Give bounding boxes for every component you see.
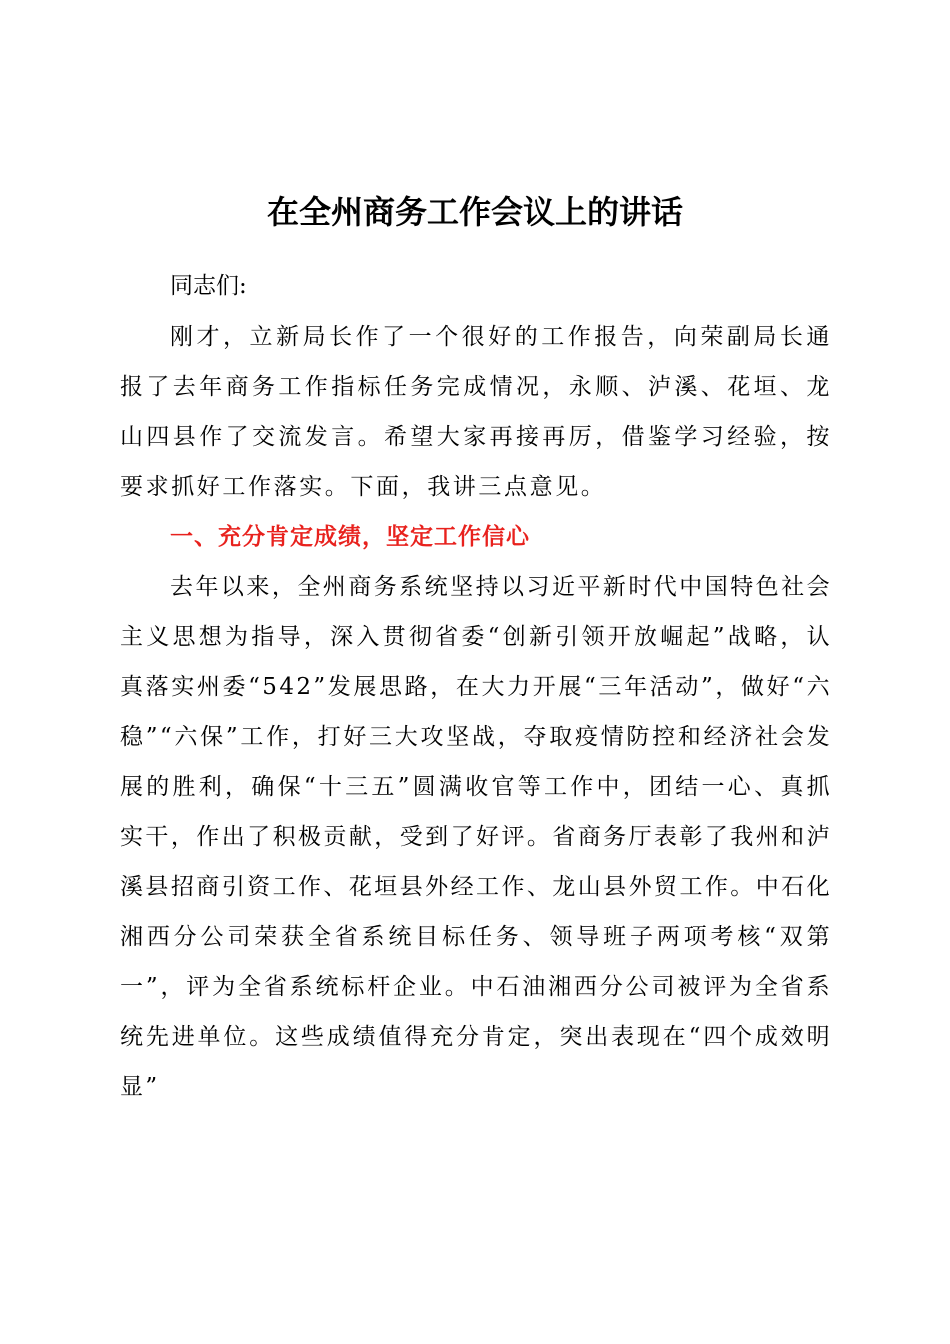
section-heading-1: 一、充分肯定成绩，坚定工作信心 [170,524,530,550]
salutation: 同志们: [170,273,247,299]
document-title: 在全州商务工作会议上的讲话 [266,193,683,231]
paragraph-achievements: 去年以来，全州商务系统坚持以习近平新时代中国特色社会主义思想为指导，深入贯彻省委“创新引领开放崛起”战略，认真落实州委“542”发展思路，在大力开展“三年活动”，做好“六稳”“六保”工作，打好三大攻坚战，夺取疫情防控和经济社会发展的胜利，确保“十三五”圆满收官等工作中，团结一心、真抓实干，作出了积极贡献，受到了好评。省商务厅表彰了我州和泸溪县招商引资工作、花垣县外经工作、龙山县外贸工作。中石化湘西分公司荣获全省系统目标任务、领导班子两项考核“双第一”，评为全省系统标杆企业。中石油湘西分公司被评为全省系统先进单位。这些成绩值得充分肯定，突出表现在“四个成效明显” [120,574,832,1100]
paragraph-intro: 刚才，立新局长作了一个很好的工作报告，向荣副局长通报了去年商务工作指标任务完成情况，永顺、泸溪、花垣、龙山四县作了交流发言。希望大家再接再厉，借鉴学习经验，按要求抓好工作落实。下面，我讲三点意见。 [120,324,832,500]
